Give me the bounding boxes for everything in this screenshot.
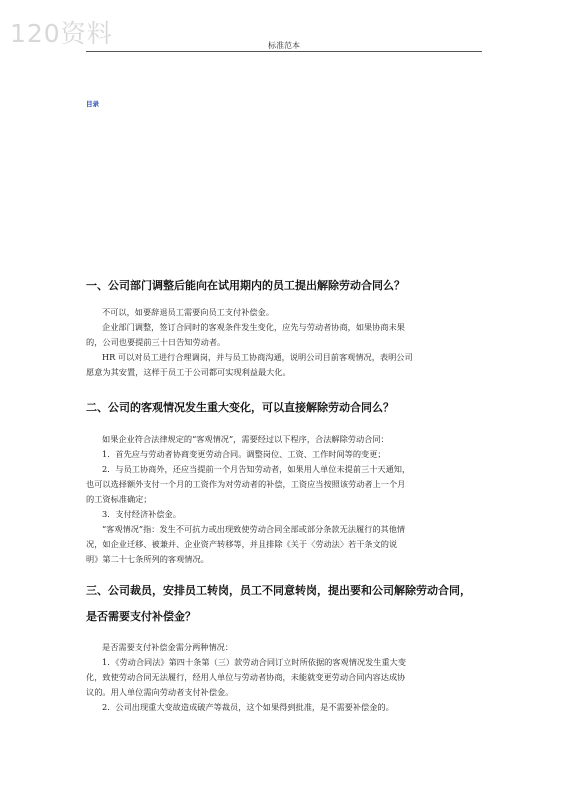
section-3-heading-cont: 是否需要支付补偿金？ (86, 610, 196, 623)
section-1-heading: 一、公司部门调整后能向在试用期内的员工提出解除劳动合同么？ (86, 279, 405, 292)
section-2-line: “客观情况”指：发生不可抗力或出现致使劳动合同全部或部分条款无法履行的其他情 (102, 524, 406, 534)
toc-link[interactable]: 目录 (86, 100, 99, 108)
section-1-line: 的，公司也要提前三十日告知劳动者。 (86, 337, 226, 347)
section-2-line: 1．首先应与劳动者协商变更劳动合同。调整岗位、工资、工作时间等的变更； (102, 449, 386, 459)
section-1-line: 企业部门调整，签订合同时的客观条件发生变化，应先与劳动者协商，如果协商未果 (102, 322, 405, 332)
section-3-line: 1．《劳动合同法》第四十条第（三）款劳动合同订立时所依据的客观情况发生重大变 (102, 657, 407, 667)
section-2-heading: 二、公司的客观情况发生重大变化，可以直接解除劳动合同么？ (86, 401, 394, 414)
section-2-line: 明》第二十七条所列的客观情况。 (86, 554, 209, 564)
section-1-line: 愿意为其安置，这样于员工于公司都可实现利益最大化。 (86, 367, 291, 377)
section-2-line: 2．与员工协商外，还应当提前一个月告知劳动者，如果用人单位未提前三十天通知， (102, 464, 411, 474)
section-2-body (86, 432, 484, 567)
section-1-body (86, 305, 484, 380)
section-3-line: 2．公司出现重大变故造成破产等裁员，这个如果得到批准，是不需要补偿金的。 (102, 702, 394, 712)
section-3-line: 议的。用人单位需向劳动者支付补偿金。 (86, 687, 234, 697)
section-2-line: 况，如企业迁移、被兼并、企业资产转移等，并且排除《关于〈劳动法〉若干条文的说 (86, 539, 398, 549)
watermark-logo: 120资料 (10, 19, 113, 48)
section-2-line: 3．支付经济补偿金。 (102, 509, 181, 519)
section-3-line: 化，致使劳动合同无法履行，经用人单位与劳动者协商，未能就变更劳动合同内容达成协 (86, 672, 406, 682)
section-1-line: 不可以，如要辞退员工需要向员工支付补偿金。 (102, 307, 274, 317)
header-divider (86, 51, 482, 52)
section-3-line: 是否需要支付补偿金需分两种情况： (102, 642, 234, 652)
section-3-body (86, 640, 484, 715)
section-3-heading: 三、公司裁员，安排员工转岗，员工不同意转岗，提出要和公司解除劳动合同， (86, 584, 471, 597)
section-2-line: 的工资标准确定； (86, 494, 152, 504)
section-2-line: 也可以选择额外支付一个月的工资作为对劳动者的补偿，工资应当按照该劳动者上一个月 (86, 479, 406, 489)
section-2-line: 如果企业符合法律规定的“客观情况”，需要经过以下程序，合法解除劳动合同： (102, 434, 389, 444)
page-header-title: 标准范本 (268, 41, 300, 50)
section-1-line: HR 可以对员工进行合理调岗，并与员工协商沟通，说明公司目前客观情况，表明公司 (102, 352, 413, 362)
